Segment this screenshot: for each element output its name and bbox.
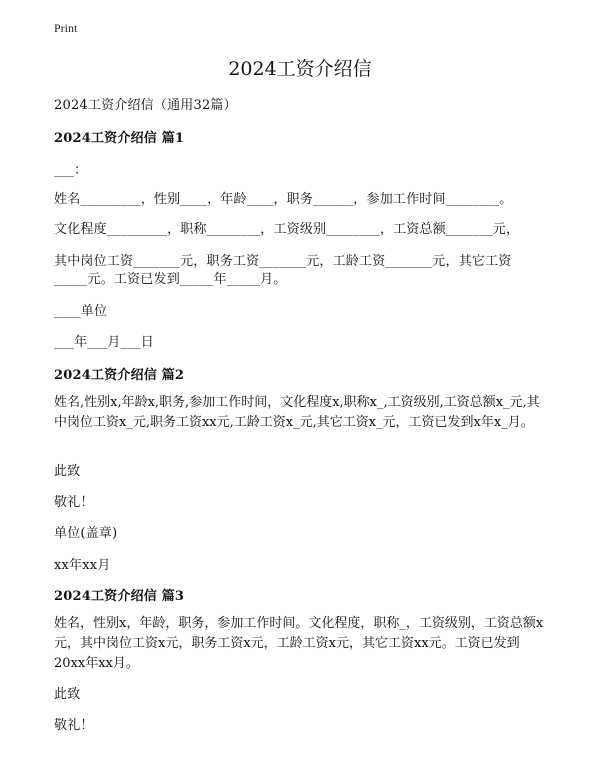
document-subtitle: 2024工资介绍信（通用32篇）	[54, 98, 237, 113]
section2-date: xx年xx月	[54, 558, 111, 573]
section1-heading: 2024工资介绍信 篇1	[54, 131, 185, 146]
section1-line4: _____元。工资已发到_____年_____月。	[54, 272, 287, 287]
document-title: 2024工资介绍信	[228, 58, 372, 80]
section2-heading: 2024工资介绍信 篇2	[54, 368, 185, 383]
section1-unit: ____单位	[54, 304, 108, 319]
section1-date: ___年___月___日	[54, 335, 154, 350]
section2-unit: 单位(盖章)	[54, 526, 118, 541]
section2-body: 姓名,性别x,年龄x,职务,参加工作时间，文化程度x,职称x_,工资级别,工资总额x_元,其中岗位工资x_元,职务工资xx元,工龄工资x_元,其它工资x_元，工资已发到x年x_月。	[54, 395, 540, 430]
section2-closing2: 敬礼！	[54, 495, 94, 510]
section1-line2: 文化程度_________，职称________，工资级别________，工资总额_______元，	[54, 222, 520, 237]
section3-heading: 2024工资介绍信 篇3	[54, 589, 185, 604]
print-label: Print	[54, 21, 78, 35]
section1-salutation: ___：	[54, 163, 88, 178]
section1-line3: 其中岗位工资_______元，职务工资_______元，工龄工资_______元，其它工资	[54, 254, 512, 269]
section3-body: 姓名，性别x，年龄，职务，参加工作时间。文化程度，职称_，工资级别，工资总额x元，其中岗位工资x元，职务工资x元，工龄工资x元，其它工资xx元。工资已发到20xx年xx月。	[54, 616, 544, 671]
section3-closing1: 此致	[54, 687, 81, 702]
section2-closing1: 此致	[54, 464, 81, 479]
section3-closing2: 敬礼！	[54, 718, 94, 733]
section1-line1: 姓名_________，性别____，年龄____，职务______，参加工作时间________。	[54, 192, 513, 207]
